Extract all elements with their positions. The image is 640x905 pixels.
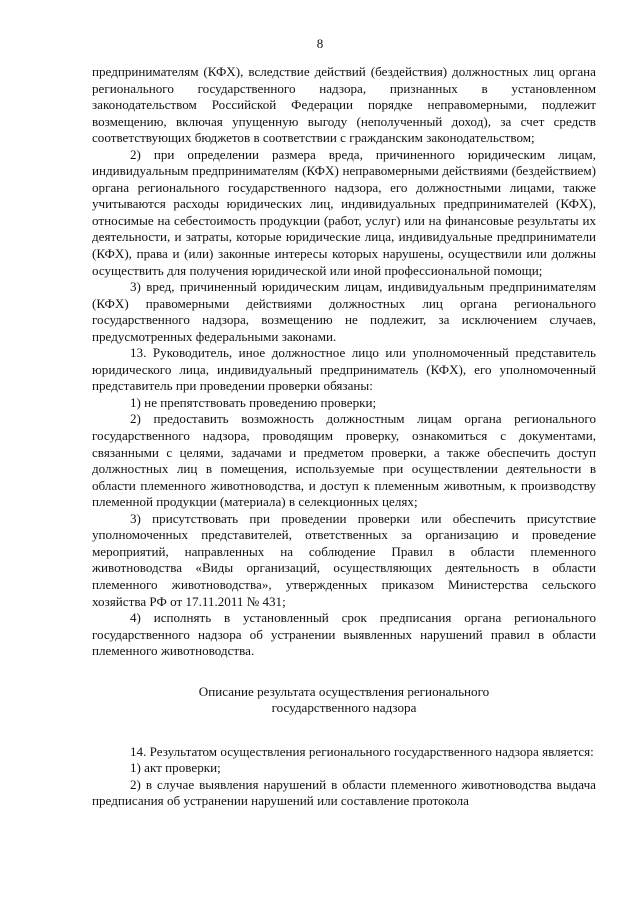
paragraph-continuation: предпринимателям (КФХ), вследствие действий (бездействия) должностных лиц органа регионального государственного надзора, признанных в установленном законодательством Российской Федерации порядке неправомерными, подлежит возмещению, включая упущенную выгоду (неполученный доход), за счет средств соответствующих бюджетов в соответствии с гражданским законодательством;: [92, 64, 596, 146]
paragraph-item-2-damage: 2) при определении размера вреда, причиненного юридическим лицам, индивидуальным предпринимателям (КФХ) неправомерными действиями (бездействием) органа регионального государственного надзора, его должностными лицами, также учитываются расходы юридических лиц, индивидуальных предпринимателей (КФХ), относимые на себестоимость продукции (работ, услуг) или на финансовые результаты их деятельности, и затраты, которые юридические лица, индивидуальные предприниматели (КФХ), права и (или) законные интересы которых нарушены, осуществили или должны осуществить для получения юридической или иной профессиональной помощи;: [92, 146, 596, 278]
section-title-line-1: Описание результата осуществления регионального: [198, 683, 490, 699]
paragraph-13-item-3: 3) присутствовать при проведении проверки или обеспечить присутствие уполномоченных представителей, ответственных за организацию и проведение мероприятий, направленных на соблюдение Правил в области племенного животноводства «Виды организаций, осуществляющих деятельность в области племенного животноводства», утвержденных приказом Министерства сельского хозяйства РФ от 17.11.2011 № 431;: [92, 510, 596, 609]
paragraph-13-obligations: 13. Руководитель, иное должностное лицо или уполномоченный представитель юридического лица, индивидуальный предприниматель (КФХ), его уполномоченный представитель при проведении проверки обязаны:: [92, 345, 596, 394]
document-body: [92, 64, 596, 810]
paragraph-item-3-damage: 3) вред, причиненный юридическим лицам, индивидуальным предпринимателям (КФХ) правомерными действиями должностных лиц органа регионального государственного надзора, возмещению не подлежит, за исключением случаев, предусмотренных федеральными законами.: [92, 279, 596, 344]
paragraph-14-result: 14. Результатом осуществления регионального государственного надзора является:: [130, 743, 594, 759]
paragraph-13-item-1: 1) не препятствовать проведению проверки;: [130, 394, 377, 410]
paragraph-13-item-2: 2) предоставить возможность должностным лицам органа регионального государственного надзора, проводящим проверку, ознакомиться с документами, связанными с целями, задачами и предметом проверки, а также обеспечить доступ должностных лиц в помещения, используемые при осуществлении деятельности в области племенного животноводства, и доступ к племенным животным, к производству племенной продукции (материала) в селекционных целях;: [92, 411, 596, 510]
paragraph-14-item-1: 1) акт проверки;: [130, 760, 221, 776]
page-number: 8: [316, 36, 324, 51]
paragraph-14-item-2: 2) в случае выявления нарушений в области племенного животноводства выдача предписания об устранении нарушений или составление протокола: [92, 776, 596, 809]
section-title: [92, 684, 596, 717]
section-title-line-2: государственного надзора: [271, 700, 417, 716]
paragraph-13-item-4: 4) исполнять в установленный срок предписания органа регионального государственного надзора об устранении выявленных нарушений правил в области племенного животноводства.: [92, 610, 596, 659]
